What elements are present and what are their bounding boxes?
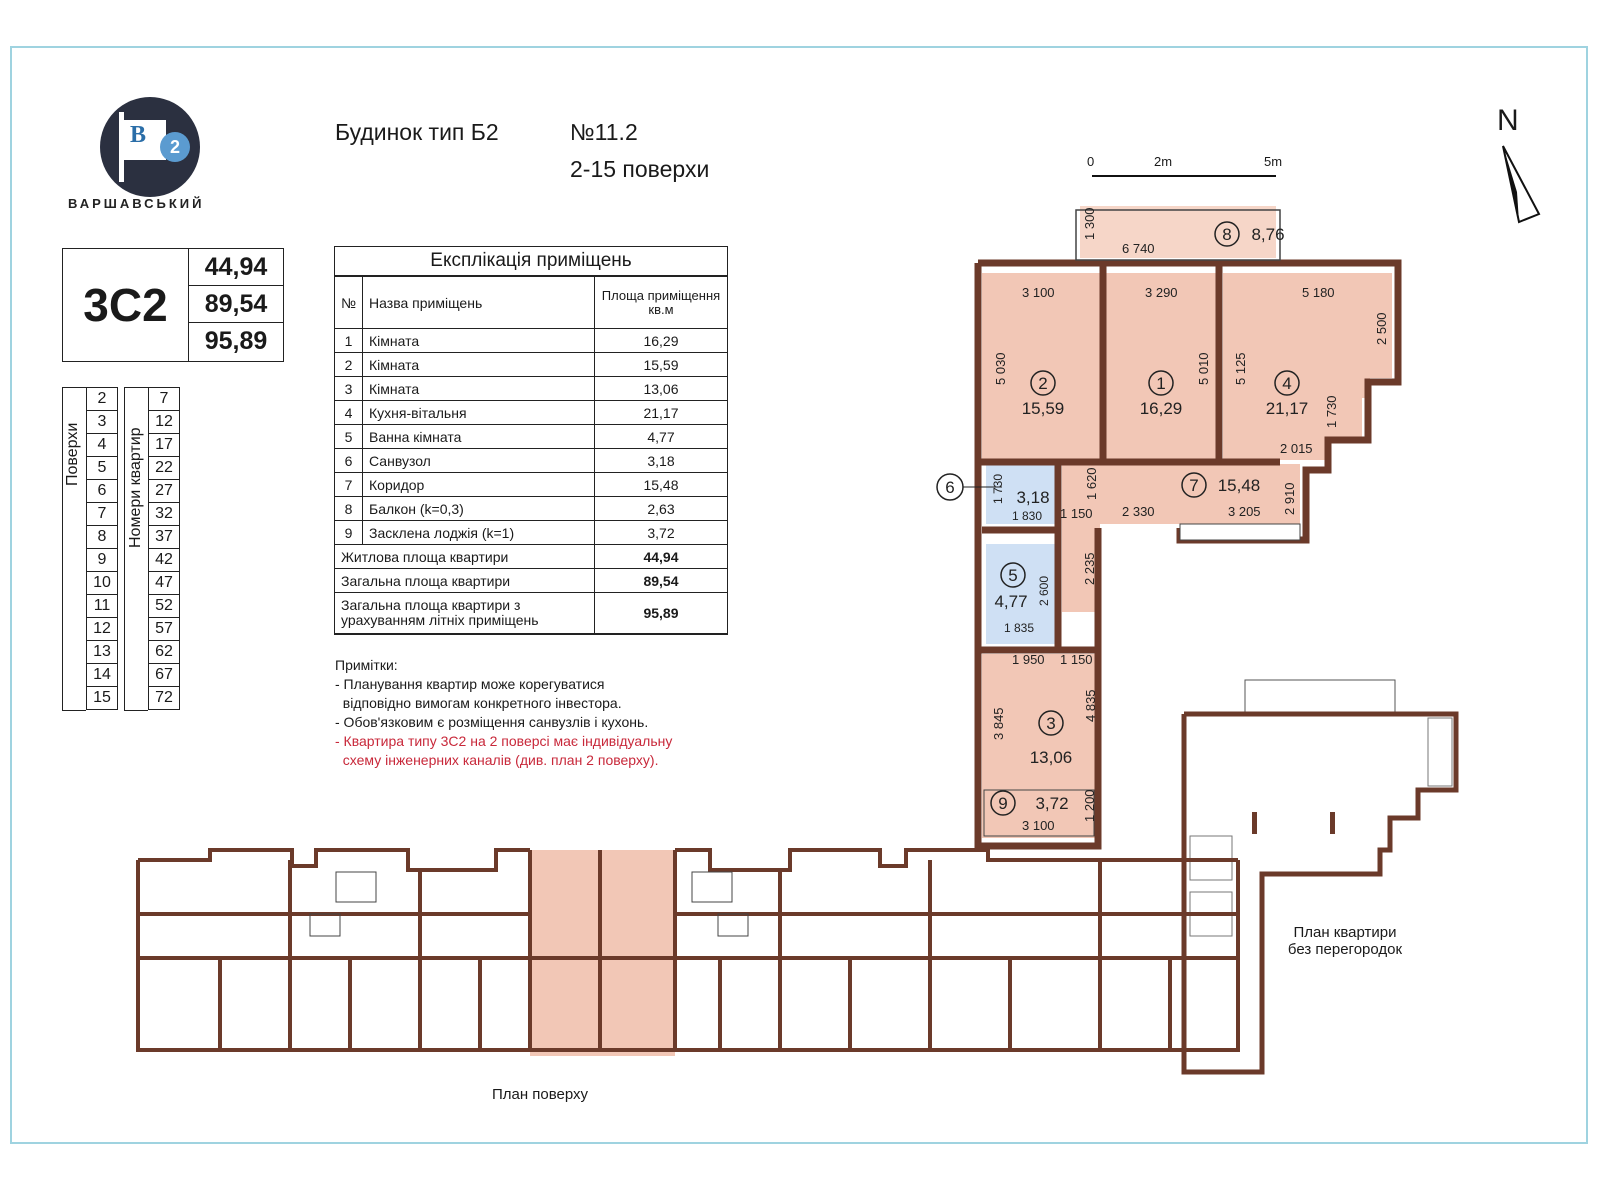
open-plan-column-1 [1252,812,1257,834]
dim-corridor-b: 1 150 [1060,506,1093,521]
room-9-no: 9 [998,794,1008,813]
floor-cell: 2 [87,388,118,411]
floor-cell: 7 [87,503,118,526]
apt-number-cell: 72 [149,687,180,710]
room-9-area: 3,72 [1035,794,1069,813]
apt-number-cell: 47 [149,572,180,595]
room-name: Кімната [363,377,595,401]
notes-title: Примітки: [335,657,398,673]
table-row [335,497,727,521]
apt-number-cell: 42 [149,549,180,572]
note-2: відповідно вимогам конкретного інвестора. [335,695,622,711]
room-5-area: 4,77 [994,592,1028,611]
table-row [335,353,727,377]
row-number: 9 [335,521,363,545]
room-2-no: 2 [1038,374,1048,393]
open-plan-kitchen [1428,718,1452,786]
room-7-area: 15,48 [1217,476,1261,495]
room-8-area: 8,76 [1251,225,1285,244]
loggia-glazing [1180,524,1300,540]
floor-cell: 8 [87,526,118,549]
elevator-right [718,914,748,936]
dim-room4-height: 5 125 [1233,352,1248,385]
apt-number-cell: 62 [149,641,180,664]
apt-number-cell: 32 [149,503,180,526]
logo-brand-name: ВАРШАВСЬКИЙ [68,196,205,211]
row-number: 3 [335,377,363,401]
room-name: Засклена лоджія (k=1) [363,521,595,545]
apt-number-cell: 12 [149,411,180,434]
scale-label-5m: 5m [1264,154,1283,169]
apt-numbers-label-cell [124,387,148,711]
dim-room3-top-a: 1 950 [1012,652,1045,667]
row-number: 6 [335,449,363,473]
room-name: Балкон (k=0,3) [363,497,595,521]
floor-plan [130,846,1240,1070]
totals-row [335,593,727,634]
apartment-summary [62,248,284,362]
scale-label-0: 0 [1087,154,1095,169]
row-number: 1 [335,329,363,353]
apartment-type: 3С2 [63,249,189,361]
total-value: 95,89 [595,593,728,634]
room-area: 21,17 [595,401,728,425]
apt-number-cell: 7 [149,388,180,411]
floor-cell: 4 [87,434,118,457]
room-area: 16,29 [595,329,728,353]
dim-room3-top-b: 1 150 [1060,652,1093,667]
note-1: - Планування квартир може корегуватися [335,676,605,692]
dim-room2-width: 3 100 [1022,285,1055,300]
apt-number-cell: 57 [149,618,180,641]
dim-room1-width: 3 290 [1145,285,1178,300]
row-number: 4 [335,401,363,425]
floor-plan-walls [138,850,1238,1050]
room-4-area: 21,17 [1265,399,1309,418]
living-area: 44,94 [189,249,283,286]
apt-number-cell: 27 [149,480,180,503]
room-name: Ванна кімната [363,425,595,449]
room-area: 3,72 [595,521,728,545]
floor-cell: 3 [87,411,118,434]
explication-table [334,246,728,635]
stair-right [692,872,732,902]
dim-room2-height: 5 030 [993,352,1008,385]
total-label: Загальна площа квартири [335,569,595,593]
apt-numbers-column [148,387,180,710]
floor-cell: 11 [87,595,118,618]
room-area: 13,06 [595,377,728,401]
room-1-area: 16,29 [1139,399,1183,418]
dim-bath-width: 1 835 [1004,621,1035,635]
dim-corridor-d: 3 205 [1228,504,1261,519]
dim-corridor-c: 2 330 [1122,504,1155,519]
logo-number-badge: 2 [160,132,190,162]
dim-wc-width: 1 830 [1012,509,1043,523]
floor-cell: 6 [87,480,118,503]
totals-row [335,545,727,569]
floors-column [86,387,118,710]
table-row [335,449,727,473]
dim-room4-step: 2 015 [1280,441,1313,456]
floor-cell: 12 [87,618,118,641]
floor-plan-caption: План поверху [491,1086,589,1103]
totals-row [335,569,727,593]
room-name: Коридор [363,473,595,497]
col-header-area: Площа приміщення кв.м [595,277,728,329]
room-2-area: 15,59 [1021,399,1065,418]
dim-corridor-e: 2 910 [1282,482,1297,515]
open-plan-column-2 [1330,812,1335,834]
table-row [335,377,727,401]
dim-room1-height: 5 010 [1196,352,1211,385]
floor-cell: 10 [87,572,118,595]
floors-label: Поверхи [64,422,81,486]
apt-number-cell: 67 [149,664,180,687]
dim-balcony-depth: 1 300 [1082,207,1097,240]
elevator-left [310,914,340,936]
floor-cell: 15 [87,687,118,710]
room-area: 15,48 [595,473,728,497]
dim-wc-height: 1 730 [991,473,1005,504]
north-label: N [1497,104,1519,137]
logo-letter: В [130,122,147,148]
table-row [335,425,727,449]
room-name: Кухня-вітальня [363,401,595,425]
scale-label-2m: 2m [1154,154,1173,169]
building-number: №11.2 [570,119,638,145]
dim-bath-height: 2 235 [1082,552,1097,585]
building-type: Будинок тип Б2 [335,119,499,145]
total-value: 89,54 [595,569,728,593]
floor-cell: 14 [87,664,118,687]
total-area-summer: 95,89 [204,327,268,355]
stair-left [336,872,376,902]
room-8-no: 8 [1222,225,1232,244]
dim-loggia-width: 3 100 [1022,818,1055,833]
dim-balcony-width: 6 740 [1122,241,1155,256]
open-plan-balcony [1245,680,1395,712]
total-label: Загальна площа квартири з урахуванням літніх приміщень [335,593,595,634]
floor-cell: 5 [87,457,118,480]
col-header-name: Назва приміщень [363,277,595,329]
row-number: 7 [335,473,363,497]
room-3-area: 13,06 [1029,748,1073,767]
table-row [335,473,727,497]
apt-number-cell: 22 [149,457,180,480]
total-area: 89,54 [189,286,283,323]
dim-room3-height2: 4 835 [1083,689,1098,722]
open-plan-caption-line1: План квартири [1293,924,1397,941]
balcony-fill [1080,206,1276,258]
floors-range: 2-15 поверхи [570,156,710,182]
total-label: Житлова площа квартири [335,545,595,569]
table-row [335,521,727,545]
dim-loggia-depth: 1 200 [1082,789,1097,822]
row-number: 5 [335,425,363,449]
dim-room4-width: 5 180 [1302,285,1335,300]
room-area: 4,77 [595,425,728,449]
dim-room3-height: 3 845 [991,707,1006,740]
notes [335,656,672,770]
room-area: 15,59 [595,353,728,377]
room-3-no: 3 [1046,714,1056,733]
room-4-no: 4 [1282,374,1292,393]
room-name: Кімната [363,329,595,353]
col-header-no: № [335,277,363,329]
room-name: Кімната [363,353,595,377]
scale-bar [1090,170,1280,182]
total-value: 44,94 [595,545,728,569]
room-6-no: 6 [945,478,955,497]
note-3: - Обов'язковим є розміщення санвузлів і кухонь. [335,714,649,730]
apt-number-cell: 37 [149,526,180,549]
row-number: 2 [335,353,363,377]
room-6-area: 3,18 [1016,488,1050,507]
room-area: 2,63 [595,497,728,521]
floor-cell: 9 [87,549,118,572]
room-5-no: 5 [1008,566,1018,585]
room-1-no: 1 [1156,374,1166,393]
apt-numbers-label: Номери квартир [127,427,144,548]
apt-number-cell: 17 [149,434,180,457]
room-7-no: 7 [1189,476,1199,495]
table-row [335,329,727,353]
explication-title: Експлікація приміщень [335,247,727,276]
note-red-1: - Квартира типу 3С2 на 2 поверсі має індивідуальну [335,733,673,749]
floors-label-cell [62,387,86,711]
dim-corridor-a: 1 620 [1084,467,1099,500]
floor-plan-highlight [530,850,675,1056]
north-arrow-icon [1495,142,1545,234]
dim-room4-lower: 1 730 [1324,395,1339,428]
dim-kitchen-niche: 2 500 [1374,312,1389,345]
apt-number-cell: 52 [149,595,180,618]
open-plan-caption-line2: без перегородок [1287,941,1403,958]
table-row [335,401,727,425]
row-number: 8 [335,497,363,521]
room-area: 3,18 [595,449,728,473]
note-red-2: схему інженерних каналів (див. план 2 поверху). [335,752,659,768]
floor-cell: 13 [87,641,118,664]
dim-bath-a: 2 600 [1037,575,1051,606]
open-plan-caption [1270,924,1420,958]
room-name: Санвузол [363,449,595,473]
